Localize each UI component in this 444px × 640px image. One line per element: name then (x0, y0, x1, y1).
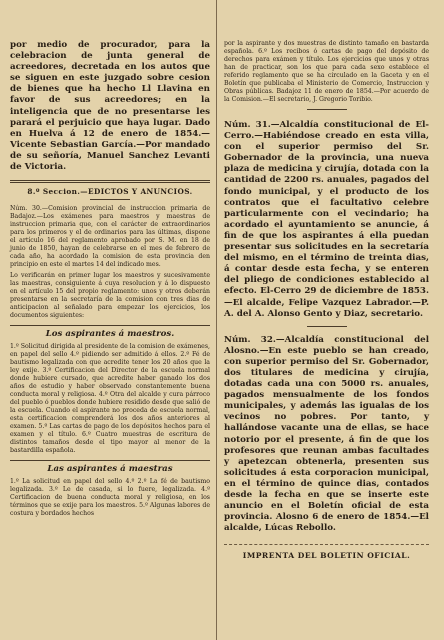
maestros-heading: Los aspirantes á maestros. (45, 329, 175, 340)
anuncio-30-continued: Lo verificarán en primer lugar los maestros y sucesivamente las maestras, consiguiente á cuya resolucion y á lo dispuesto en el artículo 15 del propio reglamento: unos y otros deberán presentarse en la secretaría de la comision con tres dias de anticipacion al señalado para empezar los ejercicios, los documentos siguientes: (10, 272, 210, 320)
subsection-rule (10, 325, 210, 326)
anuncio-30-conclusion: por la aspirante y dos muestras de distinto tamaño en bastarda española. 6.º Los recibos ó cartas de pago del depósito de derechos para exámen y título. Los ejercicios que unos y otras han de practicar, son los que para cada sexo establece el referido reglamento que se ha circulado en la Gaceta y en el Boletín que publicaba el Ministerio de Comercio, Instruccion y Obras públicas. Badajoz 11 de enero de 1854.—Por acuerdo de la Comision.—El secretario, J. Gregorio Toribio. (224, 40, 429, 103)
left-column (10, 0, 210, 518)
maestras-requirements: 1.º La solicitud en papel del sello 4.º 2.º La fé de bautismo legalizada. 3.º Le de casada, si lo fuere, legalizada. 4.º Certificacion de buena conducta moral y religiosa, en los términos que se exije para los maestros. 5.º Algunas labores de costura y bordados hechos (10, 478, 210, 518)
subsection-rule (10, 460, 210, 461)
footer-rule (224, 544, 429, 545)
divider-rule (307, 109, 347, 110)
section-heading: 8.º Seccion.—EDICTOS Y ANUNCIOS. (27, 187, 193, 197)
anuncio-32-text: Núm. 32.—Alcaldía constitucional del Alosno.—En este pueblo se han creado, con superior permiso del Sr. Gobernador, dos titulares de medicina y cirujía, dotadas cada una con 5000 rs. anuales, pagados mensualmente de los fondos municipales, y además las igualas de los vecinos no pobres. Por tanto, y hallándose vacante una de ellas, se hace notorio por el presente, á fin de que los profesores que reunan ambas facultades y apetezcan obtenerla, presenten sus solicitudes á esta corporacion municipal, en el término de quince dias, contados desde la fecha en que se inserte este anuncio en el Boletín oficial de esta provincia. Alosno 6 de enero de 1854.—El alcalde, Lúcas Rebollo. (224, 334, 429, 534)
section-rule (10, 180, 210, 183)
column-divider (216, 0, 217, 640)
maestras-heading: Las aspirantes á maestras (47, 464, 173, 475)
anuncio-31-text: Núm. 31.—Alcaldía constitucional de El-Cerro.—Habiéndose creado en esta villa, con el superior permiso del Sr. Gobernador de la provincia, una nueva plaza de medicina y cirujía, dotada con la cantidad de 2200 rs. anuales, pagados del fondo municipal, y el producto de los contratos que el facultativo celebre particularmente con el vecindario; ha acordado el ayuntamiento se anuncie, á fin de que los aspirantes á ella puedan presentar sus solicitudes en la secretaría del mismo, en el término de treinta dias, á contar desde esta fecha, y se enteren del pliego de condiciones establecido al efecto. El-Cerro 29 de diciembre de 1853.—El alcalde, Felipe Vazquez Labrador.—P. A. del A. Alonso Gento y Diaz, secretario. (224, 120, 429, 319)
huelva-edict-text: por medio de procurador, para la celebracion de junta general de acreedores, decretada en los autos que se siguen en este juzgado sobre cesion de bienes que ha hecho Ll Llavina en favor de sus acreedores; en la inteligencia que de no presentarse les parará el perjuicio que haya lugar. Dado en Huelva á 12 de enero de 1854.—Vicente Sebastian García.—Por mandado de su señoría, Manuel Sanchez Levanti de Victoria. (10, 40, 210, 173)
right-column (224, 0, 429, 560)
anuncio-30-text: Núm. 30.—Comision provincial de instruccion primaria de Badajoz.—Los exámenes para maestros y maestras de instruccion primaria que, con el carácter de extraordinarios para los primeros y el de ordinarios para las últimas, dispone el artículo 16 del reglamento aprobado por S. M. en 18 de junio de 1850, hayan de celebrarse en el mes de febrero de cada año, ha acordado la comision de esta provincia den principio en este el martes 14 del indicado mes. (10, 205, 210, 269)
printer-imprint: IMPRENTA DEL BOLETIN OFICIAL. (242, 551, 411, 561)
divider-rule (307, 326, 347, 327)
heading-rule (90, 199, 130, 200)
maestros-requirements: 1.º Solicitud dirigida al presidente de la comision de exámenes, en papel del sello 4.º pidiendo ser admitido á ellos. 2.º Fé de bautismo legalizada con que acredite tener los 20 años que la ley exije. 3.º Certificacion del Director de la escuela normal donde hubiere cursado, que acredite haber ganado los dos años de estudio y haber observado constantemente buena conducta moral y religiosa. 4.º Otra del alcalde y cura párroco del pueblo ó pueblos donde hubiere residido desde que salió de la escuela. Cuando el aspirante no proceda de escuela normal, esta certificacion comprenderá los dos años anteriores al examen. 5.º Las cartas de pago de los depósitos hechos para el examen y el título. 6.º Cuatro muestras de escritura de distintos tamaños desde el tipo mayor al menor de la bastardilla española. (10, 343, 210, 455)
